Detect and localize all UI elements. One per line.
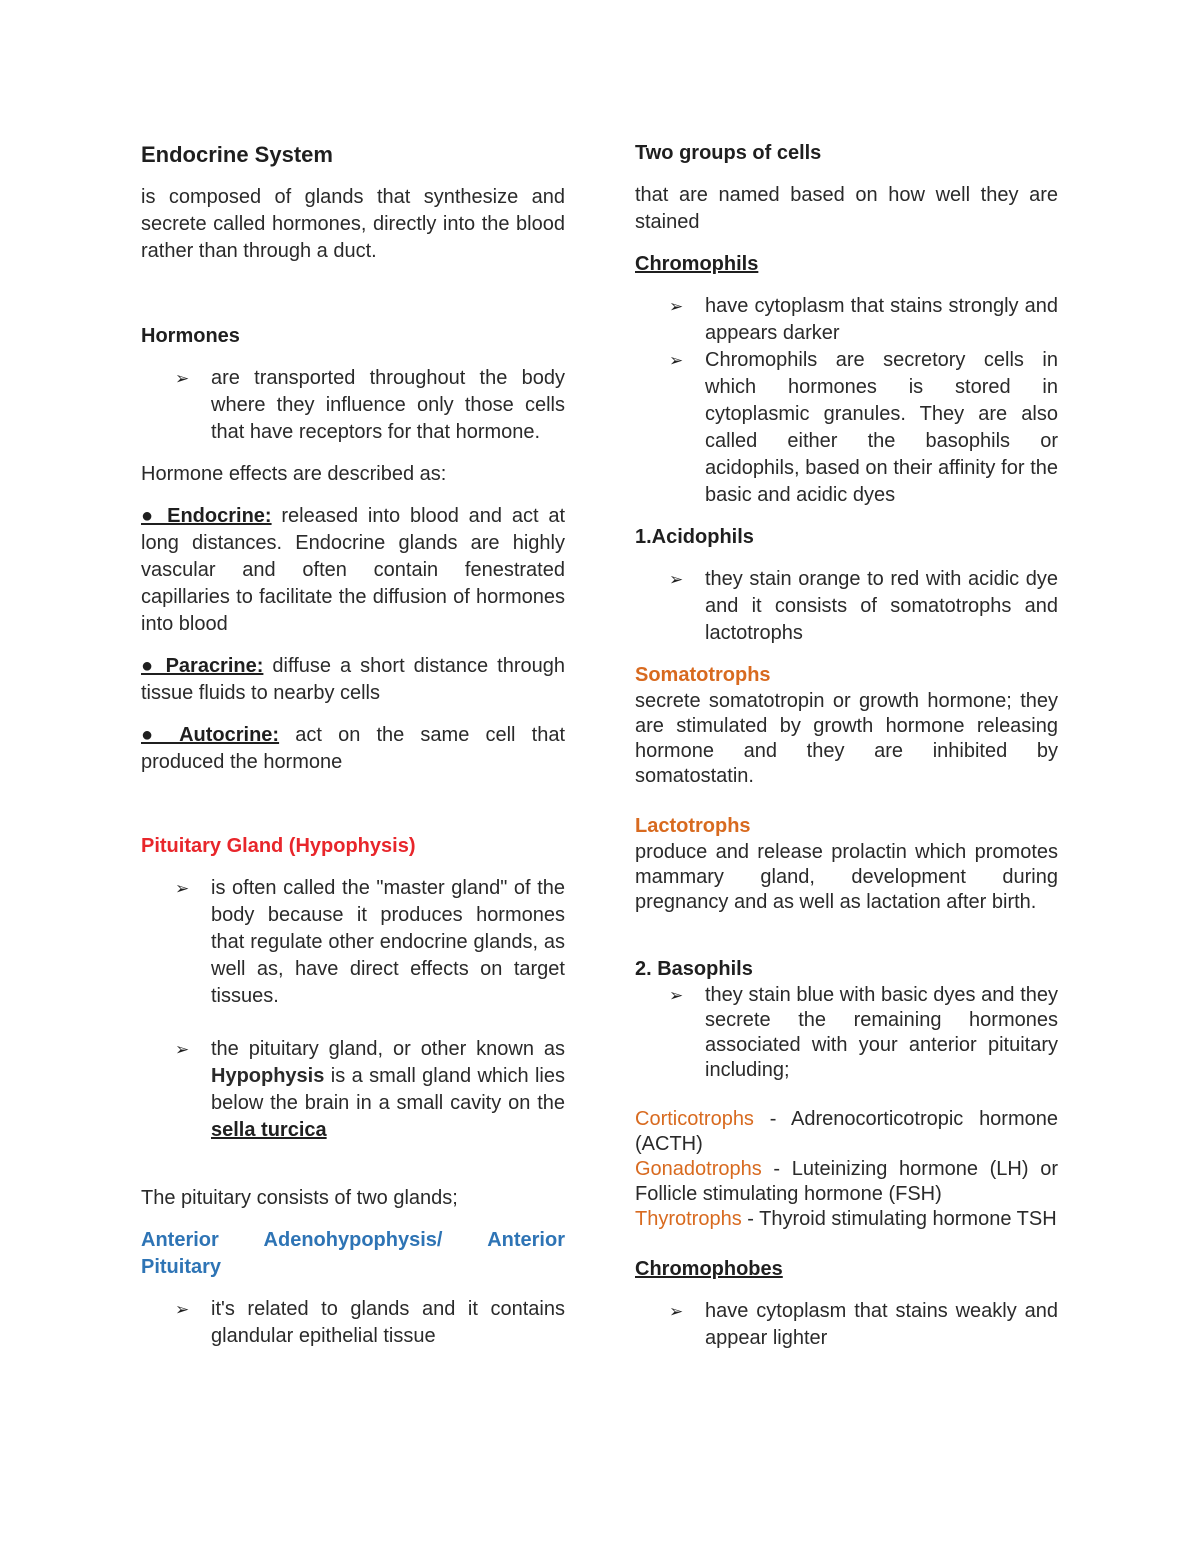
list-item: ➢ is often called the "master gland" of the body because it produces hormones that regulate other endocrine glands, as well as, have direct effects on target tissues. xyxy=(175,877,565,1007)
lactotrophs-heading: Lactotrophs xyxy=(635,815,751,837)
list-item: ➢ the pituitary gland, or other known as Hypophysis is a small gland which lies below the brain in a small cavity on the sella turcica xyxy=(175,1038,565,1141)
autocrine-term: ● Autocrine: xyxy=(141,724,280,746)
thyrotrophs-name: Thyrotrophs xyxy=(635,1208,742,1230)
effects-intro: Hormone effects are described as: xyxy=(141,463,447,485)
list-item: ➢ have cytoplasm that stains strongly and appears darker xyxy=(669,295,1058,344)
chromophobes-list xyxy=(635,1298,1058,1352)
right-column xyxy=(635,140,1058,1352)
gonadotrophs-line: Gonadotrophs - Luteinizing hormone (LH) or Follicle stimulating hormone (FSH) xyxy=(635,1158,1058,1205)
hypophysis-term: Hypophysis xyxy=(211,1065,325,1087)
basophils-heading: 2. Basophils xyxy=(635,958,753,980)
sella-turcica-term: sella turcica xyxy=(211,1119,327,1141)
arrow-bullet-icon: ➢ xyxy=(669,1302,684,1321)
groups-text: that are named based on how well they are stained xyxy=(635,184,1058,233)
intro-paragraph: is composed of glands that synthesize and secrete called hormones, directly into the blood rather than through a duct. xyxy=(141,186,565,262)
hormones-heading: Hormones xyxy=(141,325,240,347)
corticotrophs-line: Corticotrophs - Adrenocorticotropic hormone (ACTH) xyxy=(635,1108,1058,1155)
endocrine-paragraph: ● Endocrine: released into blood and act at long distances. Endocrine glands are highly vascular and often contain fenestrated capillaries to facilitate the diffusion of hormones into blood xyxy=(141,505,565,635)
autocrine-paragraph: ● Autocrine: act on the same cell that produced the hormone xyxy=(141,724,565,773)
arrow-bullet-icon: ➢ xyxy=(175,1300,190,1319)
chromophils-list xyxy=(635,293,1058,509)
gonadotrophs-name: Gonadotrophs xyxy=(635,1158,762,1180)
list-item: ➢ they stain blue with basic dyes and they secrete the remaining hormones associated with your anterior pituitary including; xyxy=(669,984,1058,1081)
endocrine-term: ● Endocrine: xyxy=(141,505,272,527)
pituitary-heading: Pituitary Gland (Hypophysis) xyxy=(141,835,416,857)
arrow-bullet-icon: ➢ xyxy=(175,879,190,898)
lactotrophs-text: produce and release prolactin which promotes mammary gland, development during pregnancy and as well as lactation after birth. xyxy=(635,841,1058,913)
list-item: ➢ they stain orange to red with acidic dye and it consists of somatotrophs and lactotrophs xyxy=(669,568,1058,644)
paracrine-paragraph: ● Paracrine: diffuse a short distance through tissue fluids to nearby cells xyxy=(141,655,565,704)
chromophobes-heading: Chromophobes xyxy=(635,1258,783,1280)
basophils-list xyxy=(635,983,1058,1083)
arrow-bullet-icon: ➢ xyxy=(669,351,684,370)
somatotrophs-heading: Somatotrophs xyxy=(635,664,771,686)
hormones-list xyxy=(141,365,565,446)
groups-heading: Two groups of cells xyxy=(635,142,822,164)
list-item: ➢ have cytoplasm that stains weakly and appear lighter xyxy=(669,1300,1058,1349)
arrow-bullet-icon: ➢ xyxy=(669,570,684,589)
thyrotrophs-line: Thyrotrophs - Thyroid stimulating hormone TSH xyxy=(635,1208,1057,1230)
left-column xyxy=(141,140,565,1350)
list-item: ➢ Chromophils are secretory cells in which hormones is stored in cytoplasmic granules. They are also called either the basophils or acidophils, based on their affinity for the basic and acidic dyes xyxy=(669,349,1058,506)
list-item: ➢ are transported throughout the body where they influence only those cells that have receptors for that hormone. xyxy=(175,367,565,443)
list-item: ➢ it's related to glands and it contains glandular epithelial tissue xyxy=(175,1298,565,1347)
arrow-bullet-icon: ➢ xyxy=(669,986,684,1005)
acidophils-list xyxy=(635,566,1058,647)
anterior-heading: Anterior Adenohypophysis/ Anterior Pituitary xyxy=(141,1229,565,1278)
anterior-list xyxy=(141,1296,565,1350)
two-glands-text: The pituitary consists of two glands; xyxy=(141,1187,458,1209)
arrow-bullet-icon: ➢ xyxy=(175,369,190,388)
page-title: Endocrine System xyxy=(141,142,333,167)
pituitary-list xyxy=(141,875,565,1144)
hormone-list xyxy=(635,1107,1058,1232)
arrow-bullet-icon: ➢ xyxy=(175,1040,190,1059)
corticotrophs-name: Corticotrophs xyxy=(635,1108,754,1130)
chromophils-heading: Chromophils xyxy=(635,253,759,275)
somatotrophs-text: secrete somatotropin or growth hormone; they are stimulated by growth hormone releasing hormone and they are inhibited by somatostatin. xyxy=(635,690,1058,787)
arrow-bullet-icon: ➢ xyxy=(669,297,684,316)
paracrine-term: ● Paracrine: xyxy=(141,655,264,677)
acidophils-heading: 1.Acidophils xyxy=(635,526,754,548)
